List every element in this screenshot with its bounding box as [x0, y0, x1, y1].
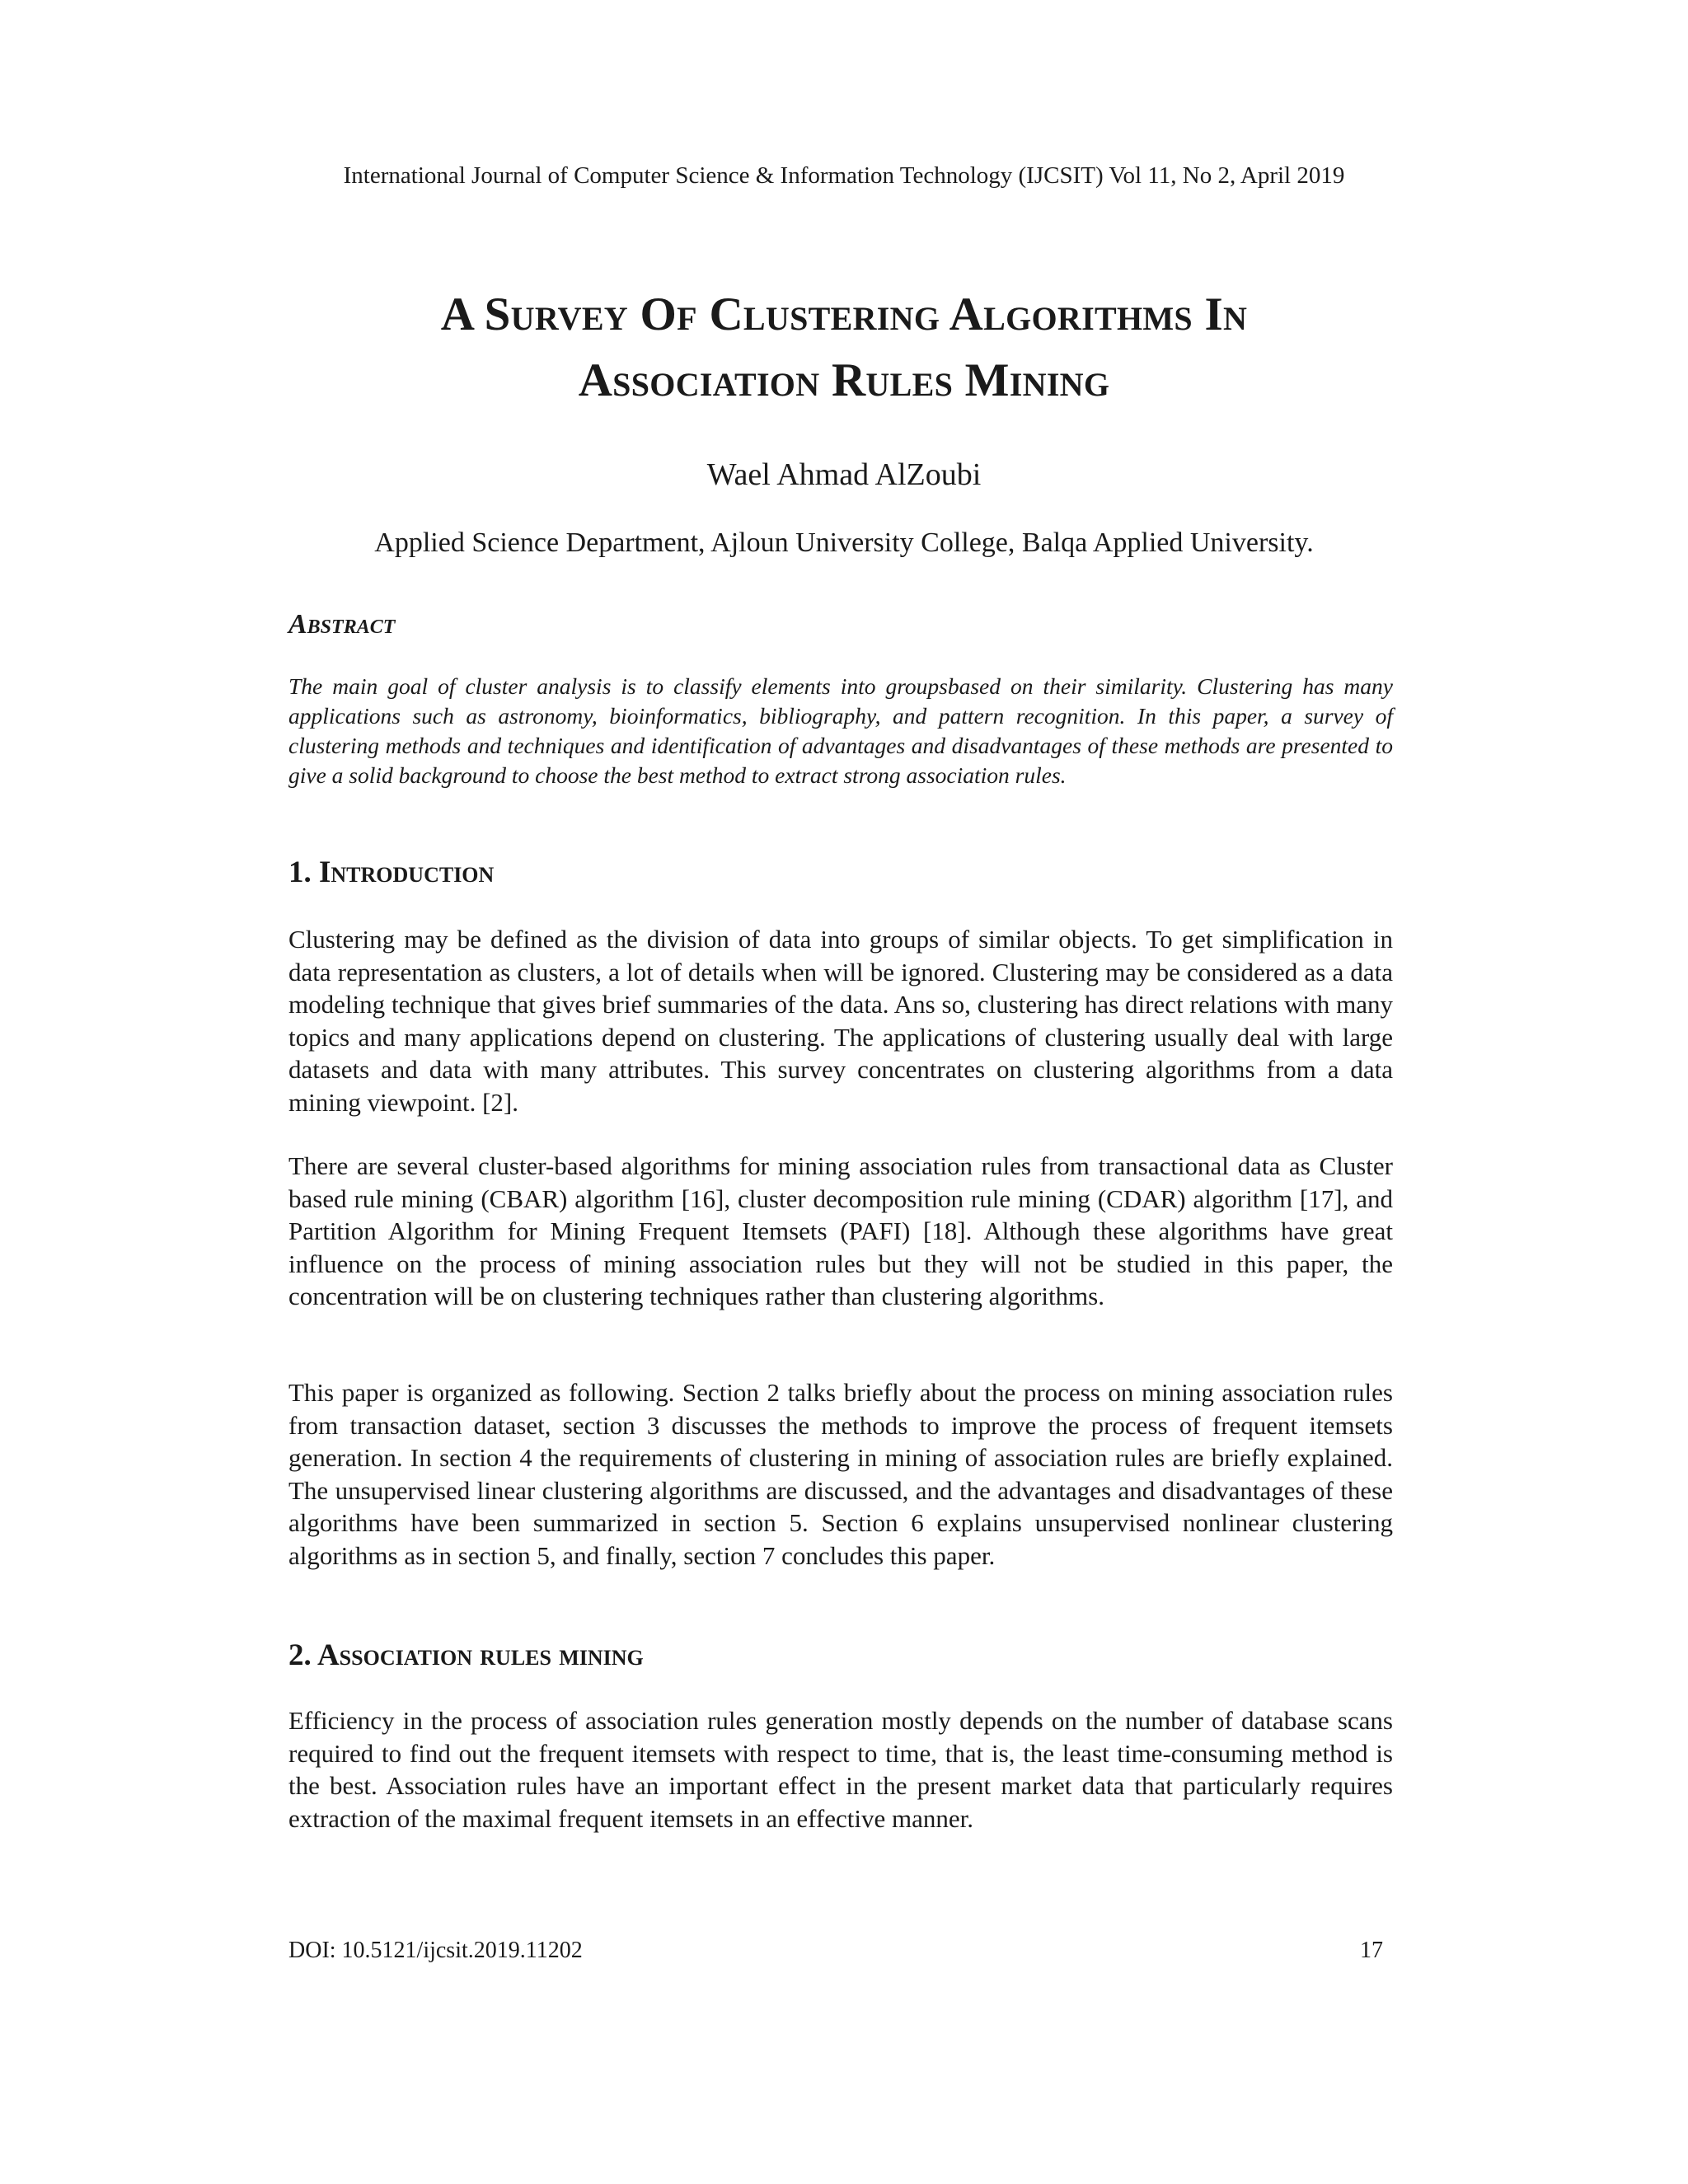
author-name: Wael Ahmad AlZoubi — [706, 457, 982, 492]
intro-paragraph-1: Clustering may be defined as the division of data into groups of similar objects. To get simplification in data representation as clusters, a lot of details when will be ignored. Clustering may be considered as a data modeling technique that gives brief summaries of the data. Ans so, clustering has direct relations with many topics and many applications depend on clustering. The applications of clustering usually deal with large datasets and data with many attributes. This survey concentrates on clustering algorithms from a data mining viewpoint. [2]. — [288, 925, 1393, 1117]
abstract-heading: Abstract — [288, 609, 396, 640]
footer-page-number: 17 — [1360, 1938, 1383, 1963]
paper-title-line-1: A Survey Of Clustering Algorithms In — [440, 288, 1248, 340]
paper-title — [0, 282, 1688, 414]
paper-title-line-2: Association Rules Mining — [578, 354, 1110, 406]
abstract-text: The main goal of cluster analysis is to classify elements into groupsbased on their similarity. Clustering has many applications such as astronomy, bioinformatics, bibliography, and pattern recognition. In this paper, a survey of clustering methods and techniques and identification of advantages and disadvantages of these methods are presented to give a solid background to choose the best method to extract strong association rules. — [288, 673, 1393, 788]
author-affiliation: Applied Science Department, Ajloun University College, Balqa Applied University. — [374, 527, 1314, 558]
section-heading-association-rules-mining: 2. Association rules mining — [288, 1638, 644, 1672]
intro-paragraph-3: This paper is organized as following. Section 2 talks briefly about the process on mining association rules from transaction dataset, section 3 discusses the methods to improve the process of frequent itemsets generation. In section 4 the requirements of clustering in mining of association rules are briefly explained. The unsupervised linear clustering algorithms are discussed, and the advantages and disadvantages of these algorithms have been summarized in section 5. Section 6 explains unsupervised nonlinear clustering algorithms as in section 5, and finally, section 7 concludes this paper. — [288, 1378, 1393, 1570]
running-header: International Journal of Computer Science & Information Technology (IJCSIT) Vol 11, No 2, April 2019 — [343, 162, 1345, 189]
association-paragraph-1: Efficiency in the process of association rules generation mostly depends on the number of database scans required to find out the frequent itemsets with respect to time, that is, the least time-consuming method is the best. Association rules have an important effect in the present market data that particularly requires extraction of the maximal frequent itemsets in an effective manner. — [288, 1706, 1393, 1833]
footer-doi: DOI: 10.5121/ijcsit.2019.11202 — [288, 1938, 583, 1963]
intro-paragraph-2: There are several cluster-based algorithms for mining association rules from transactional data as Cluster based rule mining (CBAR) algorithm [16], cluster decomposition rule mining (CDAR) algorithm [17], and Partition Algorithm for Mining Frequent Itemsets (PAFI) [18]. Although these algorithms have great influence on the process of mining association rules but they will not be studied in this paper, the concentration will be on clustering techniques rather than clustering algorithms. — [288, 1151, 1393, 1310]
section-heading-introduction: 1. Introduction — [288, 855, 495, 889]
